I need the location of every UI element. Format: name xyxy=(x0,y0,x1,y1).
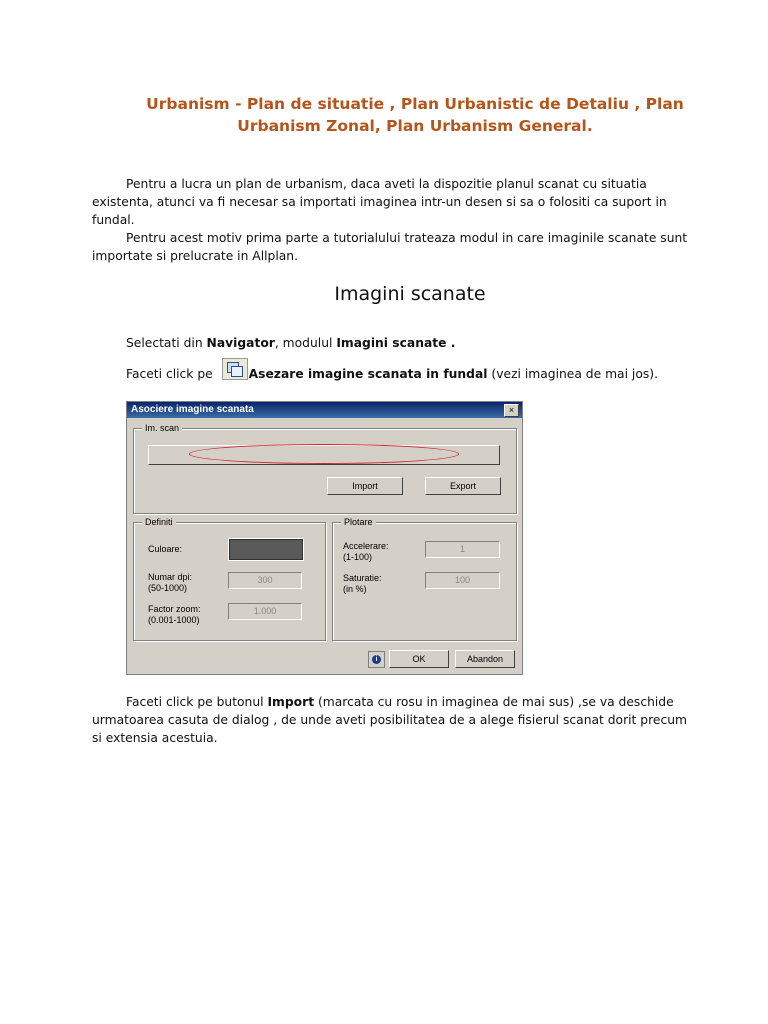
group-plotare-label: Plotare xyxy=(341,516,376,528)
close-button[interactable]: × xyxy=(504,404,519,417)
color-swatch[interactable] xyxy=(229,539,303,560)
group-im-scan-label: Im. scan xyxy=(142,422,182,434)
dialog-asociere-imagine xyxy=(126,401,523,675)
accelerare-field[interactable]: 1 xyxy=(425,541,500,558)
zoom-label: Factor zoom: (0.001-1000) xyxy=(148,604,201,625)
saturatie-field[interactable]: 100 xyxy=(425,572,500,589)
intro-paragraph-2: Pentru acest motiv prima parte a tutorialului trateaza modul in care imaginile scanate sunt importate si prelucrate in Allplan. xyxy=(92,231,688,263)
highlight-oval xyxy=(189,444,459,464)
saturatie-label: Saturatie: (in %) xyxy=(343,573,382,594)
culoare-label: Culoare: xyxy=(148,544,183,554)
footer-line-1: Faceti click pe butonul Import (marcata cu rosu in imaginea de mai sus) ,se va deschide xyxy=(126,695,674,709)
export-button[interactable]: Export xyxy=(425,477,501,495)
footer-line-2: urmatoarea casuta de dialog , de unde aveti posibilitatea de a alege fisierul scanat dorit precum xyxy=(92,713,687,727)
group-im-scan xyxy=(133,423,517,514)
import-button[interactable]: Import xyxy=(327,477,403,495)
dpi-field[interactable]: 300 xyxy=(228,572,302,589)
accelerare-label: Accelerare: (1-100) xyxy=(343,541,389,562)
group-definiti-label: Definiti xyxy=(142,516,176,528)
step-place-image: Faceti click pe Asezare imagine scanata in fundal (vezi imaginea de mai jos). xyxy=(126,367,658,381)
info-icon[interactable]: i xyxy=(368,651,385,668)
title-line-2: Urbanism Zonal, Plan Urbanism General. xyxy=(237,117,593,135)
zoom-field[interactable]: 1.000 xyxy=(228,603,302,620)
section-title: Imagini scanate xyxy=(334,283,486,305)
footer-line-3: si extensia acestuia. xyxy=(92,731,218,745)
intro-paragraph-1: Pentru a lucra un plan de urbanism, daca aveti la dispozitie planul scanat cu situatia existenta, atunci va fi necesar sa importati imaginea intr-un desen si sa o folositi ca suport in fundal. xyxy=(92,177,667,227)
step-navigator: Selectati din Navigator, modulul Imagini scanate . xyxy=(126,336,456,350)
dialog-title: Asociere imagine scanata xyxy=(127,402,522,418)
dpi-label: Numar dpi: (50-1000) xyxy=(148,572,193,593)
abandon-button[interactable]: Abandon xyxy=(455,650,515,668)
ok-button[interactable]: OK xyxy=(389,650,449,668)
title-line-1: Urbanism - Plan de situatie , Plan Urbanistic de Detaliu , Plan xyxy=(146,95,684,113)
page-title xyxy=(90,93,740,137)
